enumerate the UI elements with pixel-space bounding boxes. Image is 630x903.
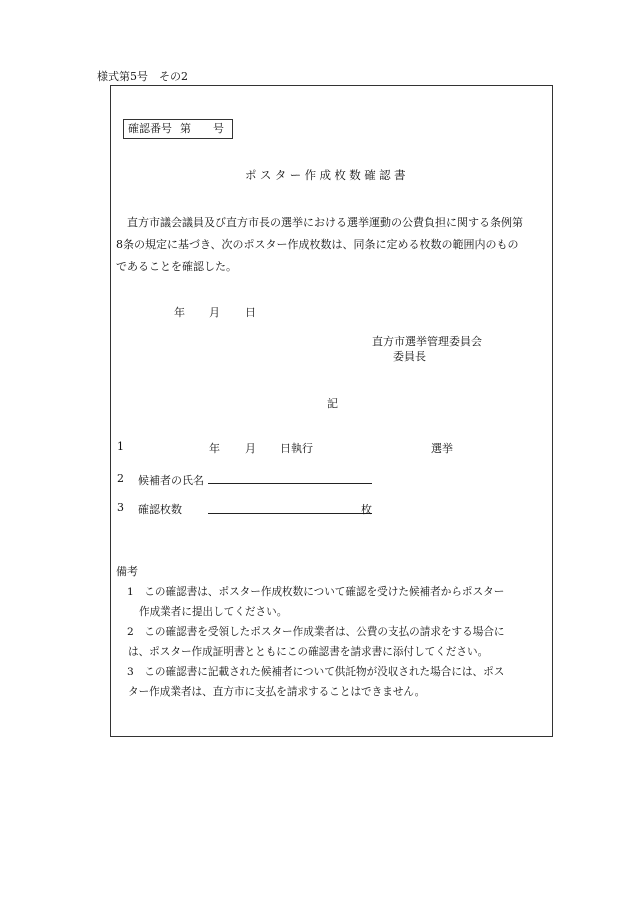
body-line-1: 直方市議会議員及び直方市長の選挙における選挙運動の公費負担に関する条例第	[127, 216, 523, 229]
note-line-2: 作成業者に提出してください。	[139, 606, 288, 618]
item-1-number: 1	[117, 440, 124, 453]
body-line-2: 8条の規定に基づき、次のポスター作成枚数は、同条に定める枚数の範囲内のもの	[116, 238, 519, 251]
item-3-label: 確認枚数	[138, 503, 182, 516]
issue-date-month: 月	[209, 306, 220, 319]
issuer-committee: 直方市選挙管理委員会	[372, 335, 482, 348]
confirmation-number-dai: 第	[180, 122, 191, 135]
item-3-number: 3	[117, 501, 124, 514]
ki-heading: 記	[327, 397, 338, 410]
document-title: ポスター作成枚数確認書	[245, 168, 409, 182]
item-1-election: 選挙	[431, 442, 453, 455]
item-1-year: 年	[209, 442, 220, 455]
issue-date-day: 日	[245, 306, 256, 319]
item-2-number: 2	[117, 472, 124, 485]
note-line-5: 3 この確認書に記載された候補者について供託物が没収された場合には、ポス	[127, 666, 505, 678]
note-line-4: は、ポスター作成証明書とともにこの確認書を請求書に添付してください。	[128, 646, 489, 658]
note-line-1: 1 この確認書は、ポスター作成枚数について確認を受けた候補者からポスター	[127, 586, 505, 598]
confirmation-number-box	[123, 119, 233, 139]
item-1-day-held: 日執行	[280, 442, 313, 455]
note-line-3: 2 この確認書を受領したポスター作成業者は、公費の支払の請求をする場合に	[127, 626, 505, 638]
note-line-6: ター作成業者は、直方市に支払を請求することはできません。	[128, 686, 426, 698]
item-1-month: 月	[245, 442, 256, 455]
body-line-3: であることを確認した。	[116, 260, 237, 273]
confirmation-number-label: 確認番号	[128, 122, 172, 135]
issue-date-year: 年	[174, 306, 185, 319]
item-2-label: 候補者の氏名	[138, 474, 204, 487]
item-3-unit: 枚	[361, 503, 372, 516]
sheet-count-field	[208, 513, 372, 514]
issuer-chair: 委員長	[393, 350, 426, 363]
notes-heading: 備考	[116, 565, 138, 578]
candidate-name-field	[208, 483, 372, 484]
confirmation-number-go: 号	[213, 122, 224, 135]
form-number-label: 様式第5号 その2	[97, 70, 188, 83]
